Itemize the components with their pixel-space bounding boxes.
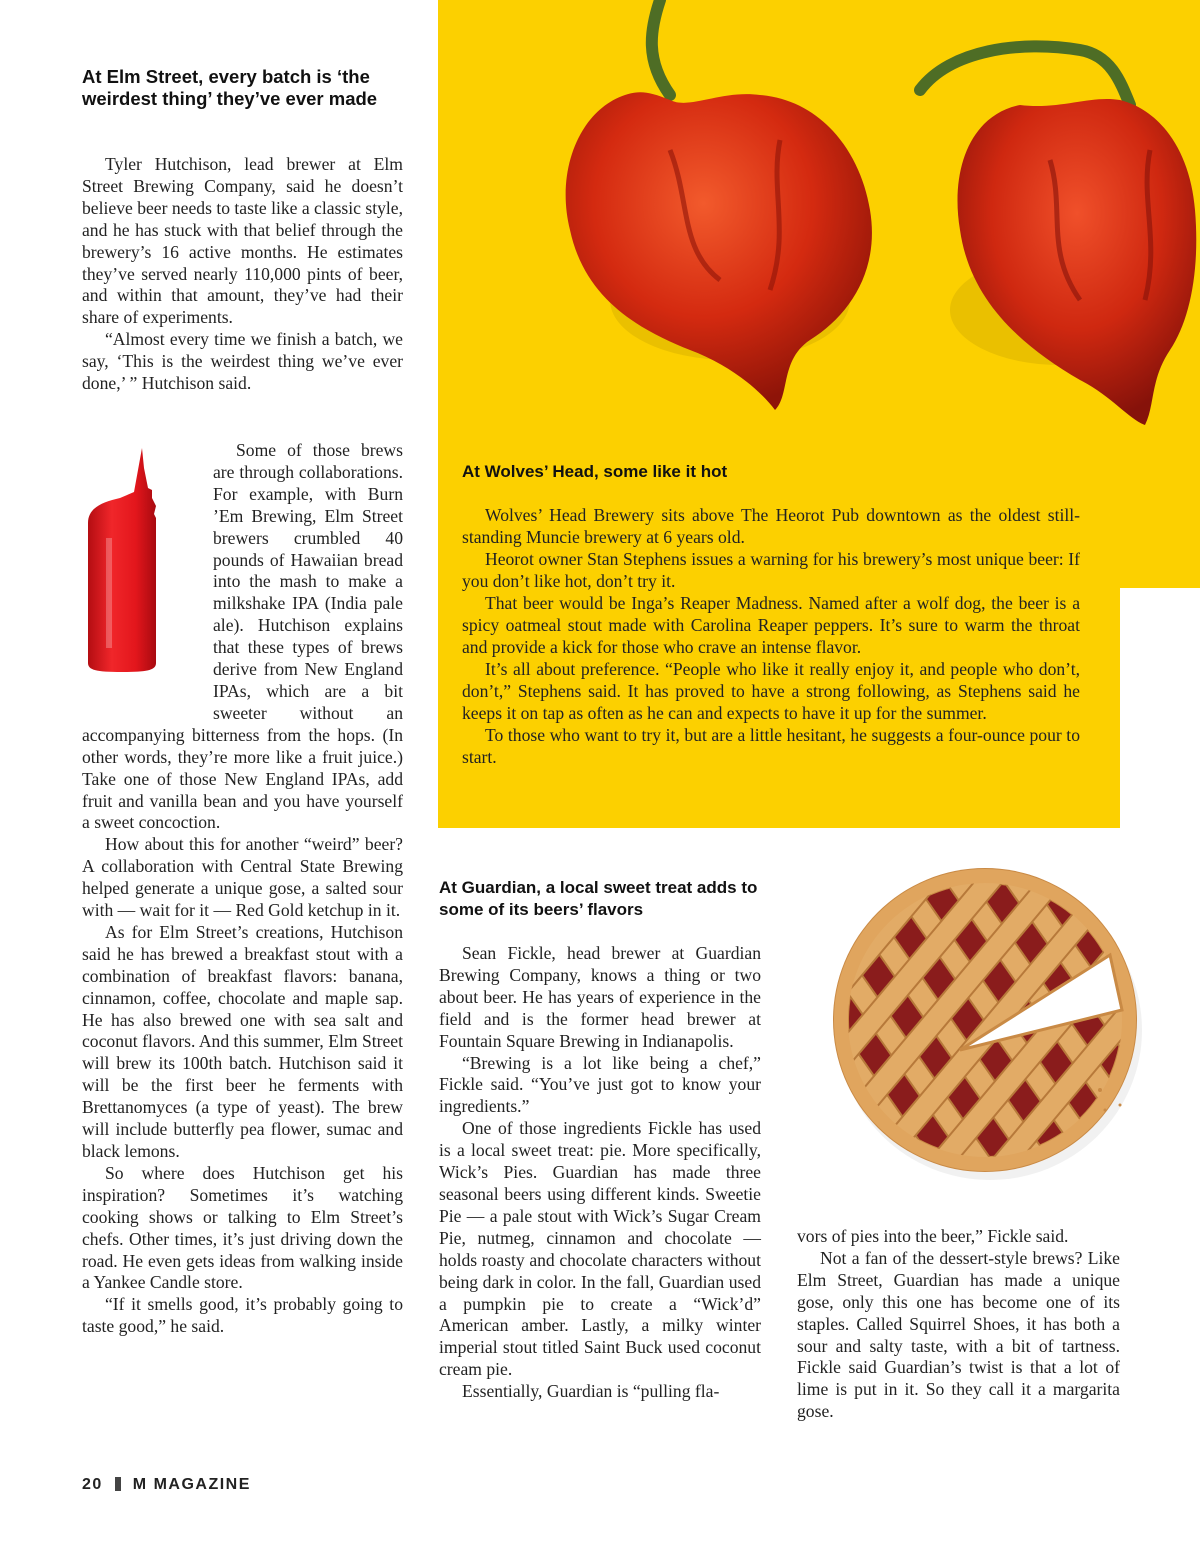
elm-paragraph-6: So where does Hutchison get his inspiration? Sometimes it’s watching cooking shows or talking to Elm Street’s chefs. Other times, it’s just driving down the road. He even gets ideas from walking inside a Yankee Candle store. (82, 1162, 403, 1293)
guardian-paragraph-5: vors of pies into the beer,” Fickle said. (797, 1226, 1069, 1246)
wolves-body (462, 504, 1080, 768)
elm-paragraph-2: “Almost every time we finish a batch, we say, ‘This is the weirdest thing we’ve ever done,’ ” Hutchison said. (82, 329, 403, 394)
guardian-paragraph-4: Essentially, Guardian is “pulling fla- (462, 1381, 720, 1402)
lattice-pie-image (800, 860, 1160, 1190)
wolves-paragraph-4: It’s all about preference. “People who like it really enjoy it, and people who don’t, don’t,” Stephens said. It has proved to have a strong following, as Stephens said he keeps it on tap as often as he can and expects to have it up for the summer. (462, 659, 1080, 723)
folio (82, 1476, 251, 1494)
magazine-name: M MAGAZINE (132, 1476, 251, 1493)
folio-divider (115, 1477, 121, 1491)
guardian-heading: At Guardian, a local sweet treat adds to some of its beers’ flavors (439, 878, 758, 919)
elm-paragraph-4: How about this for another “weird” beer? A collaboration with Central State Brewing helped generate a unique gose, a salted sour with — wait for it — Red Gold ketchup in it. (82, 834, 403, 921)
carolina-reaper-peppers-image (520, 0, 1200, 430)
elm-paragraph-1: Tyler Hutchison, lead brewer at Elm Street Brewing Company, said he doesn’t believe beer needs to taste like a classic style, and he has stuck with that belief through the brewery’s 16 active months. He estimates they’ve served nearly 110,000 pints of beer, and within that amount, they’ve had their share of experiments. (82, 154, 403, 328)
elm-body-top (82, 154, 403, 395)
elm-paragraph-5: As for Elm Street’s creations, Hutchison said he has brewed a breakfast stout with a combination of breakfast flavors: banana, cinnamon, coffee, chocolate and maple sap. He has also brewed one with sea salt and coconut flavors. And this summer, Elm Street will brew its 100th batch. Hutchison said it will be the first beer he ferments with Brettanomyces (a type of yeast). The brew will include butterfly pea flower, sumac and black lemons. (82, 921, 403, 1161)
wolves-paragraph-3: That beer would be Inga’s Reaper Madness. Named after a wolf dog, the beer is a spicy oatmeal stout made with Carolina Reaper peppers. It’s sure to warm the throat and provide a kick for those who crave an intense flavor. (462, 593, 1080, 657)
elm-heading: At Elm Street, every batch is ‘the weirdest thing’ they’ve ever made (82, 66, 378, 109)
guardian-body-col1 (439, 943, 761, 1403)
guardian-body-col2 (797, 1226, 1120, 1423)
elm-paragraph-3: Some of those brews are through collaborations. For example, with Burn ’Em Brewing, Elm Street brewers crumbled 40 pounds of Hawaiian bread into the mash to make a milkshake IPA (India pale ale). Hutchison explains that these types of brews derive from New England IPAs, which are a bit sweeter without an accompanying bitterness from the hops. (In other words, they’re more like a fruit juice.) Take one of those New England IPAs, add fruit and vanilla bean and you have yourself a sweet concoction. (82, 440, 403, 833)
guardian-paragraph-2: “Brewing is a lot like being a chef,” Fickle said. “You’ve just got to know your ingredients.” (439, 1052, 761, 1117)
elm-paragraph-7: “If it smells good, it’s probably going to taste good,” he said. (82, 1294, 403, 1337)
guardian-paragraph-6: Not a fan of the dessert-style brews? Like Elm Street, Guardian has made a unique gose, only this one has become one of its staples. Called Squirrel Shoes, it has both a sour and salty taste, with a bit of tartness. Fickle said Guardian’s twist is that a lot of lime is put in it. So they call it a margarita gose. (797, 1247, 1120, 1422)
wolves-paragraph-5: To those who want to try it, but are a little hesitant, he suggests a four-ounce pour to start. (462, 725, 1080, 767)
elm-body-bottom (82, 440, 403, 1338)
wolves-paragraph-2: Heorot owner Stan Stephens issues a warning for his brewery’s most unique beer: If you don’t like hot, don’t try it. (462, 549, 1080, 591)
wolves-heading: At Wolves’ Head, some like it hot (462, 462, 728, 481)
wolves-paragraph-1: Wolves’ Head Brewery sits above The Heorot Pub downtown as the oldest still-standing Muncie brewery at 6 years old. (462, 505, 1080, 547)
guardian-paragraph-3: One of those ingredients Fickle has used is a local sweet treat: pie. More specifically, Wick’s Pies. Guardian has made three seasonal beers using different kinds. Sweetie Pie — a pale stout with Wick’s Sugar Cream Pie, nutmeg, cinnamon and chocolate — holds roasty and chocolate characters without being dark in color. In the fall, Guardian used a pumpkin pie to create a “Wick’d” American amber. Lastly, a milky winter imperial stout titled Saint Buck used coconut cream pie. (439, 1118, 761, 1380)
page-number: 20 (82, 1476, 103, 1493)
guardian-paragraph-1: Sean Fickle, head brewer at Guardian Brewing Company, knows a thing or two about beer. He has years of experience in the field and is the former head brewer at Fountain Square Brewing in Indianapolis. (439, 943, 761, 1051)
